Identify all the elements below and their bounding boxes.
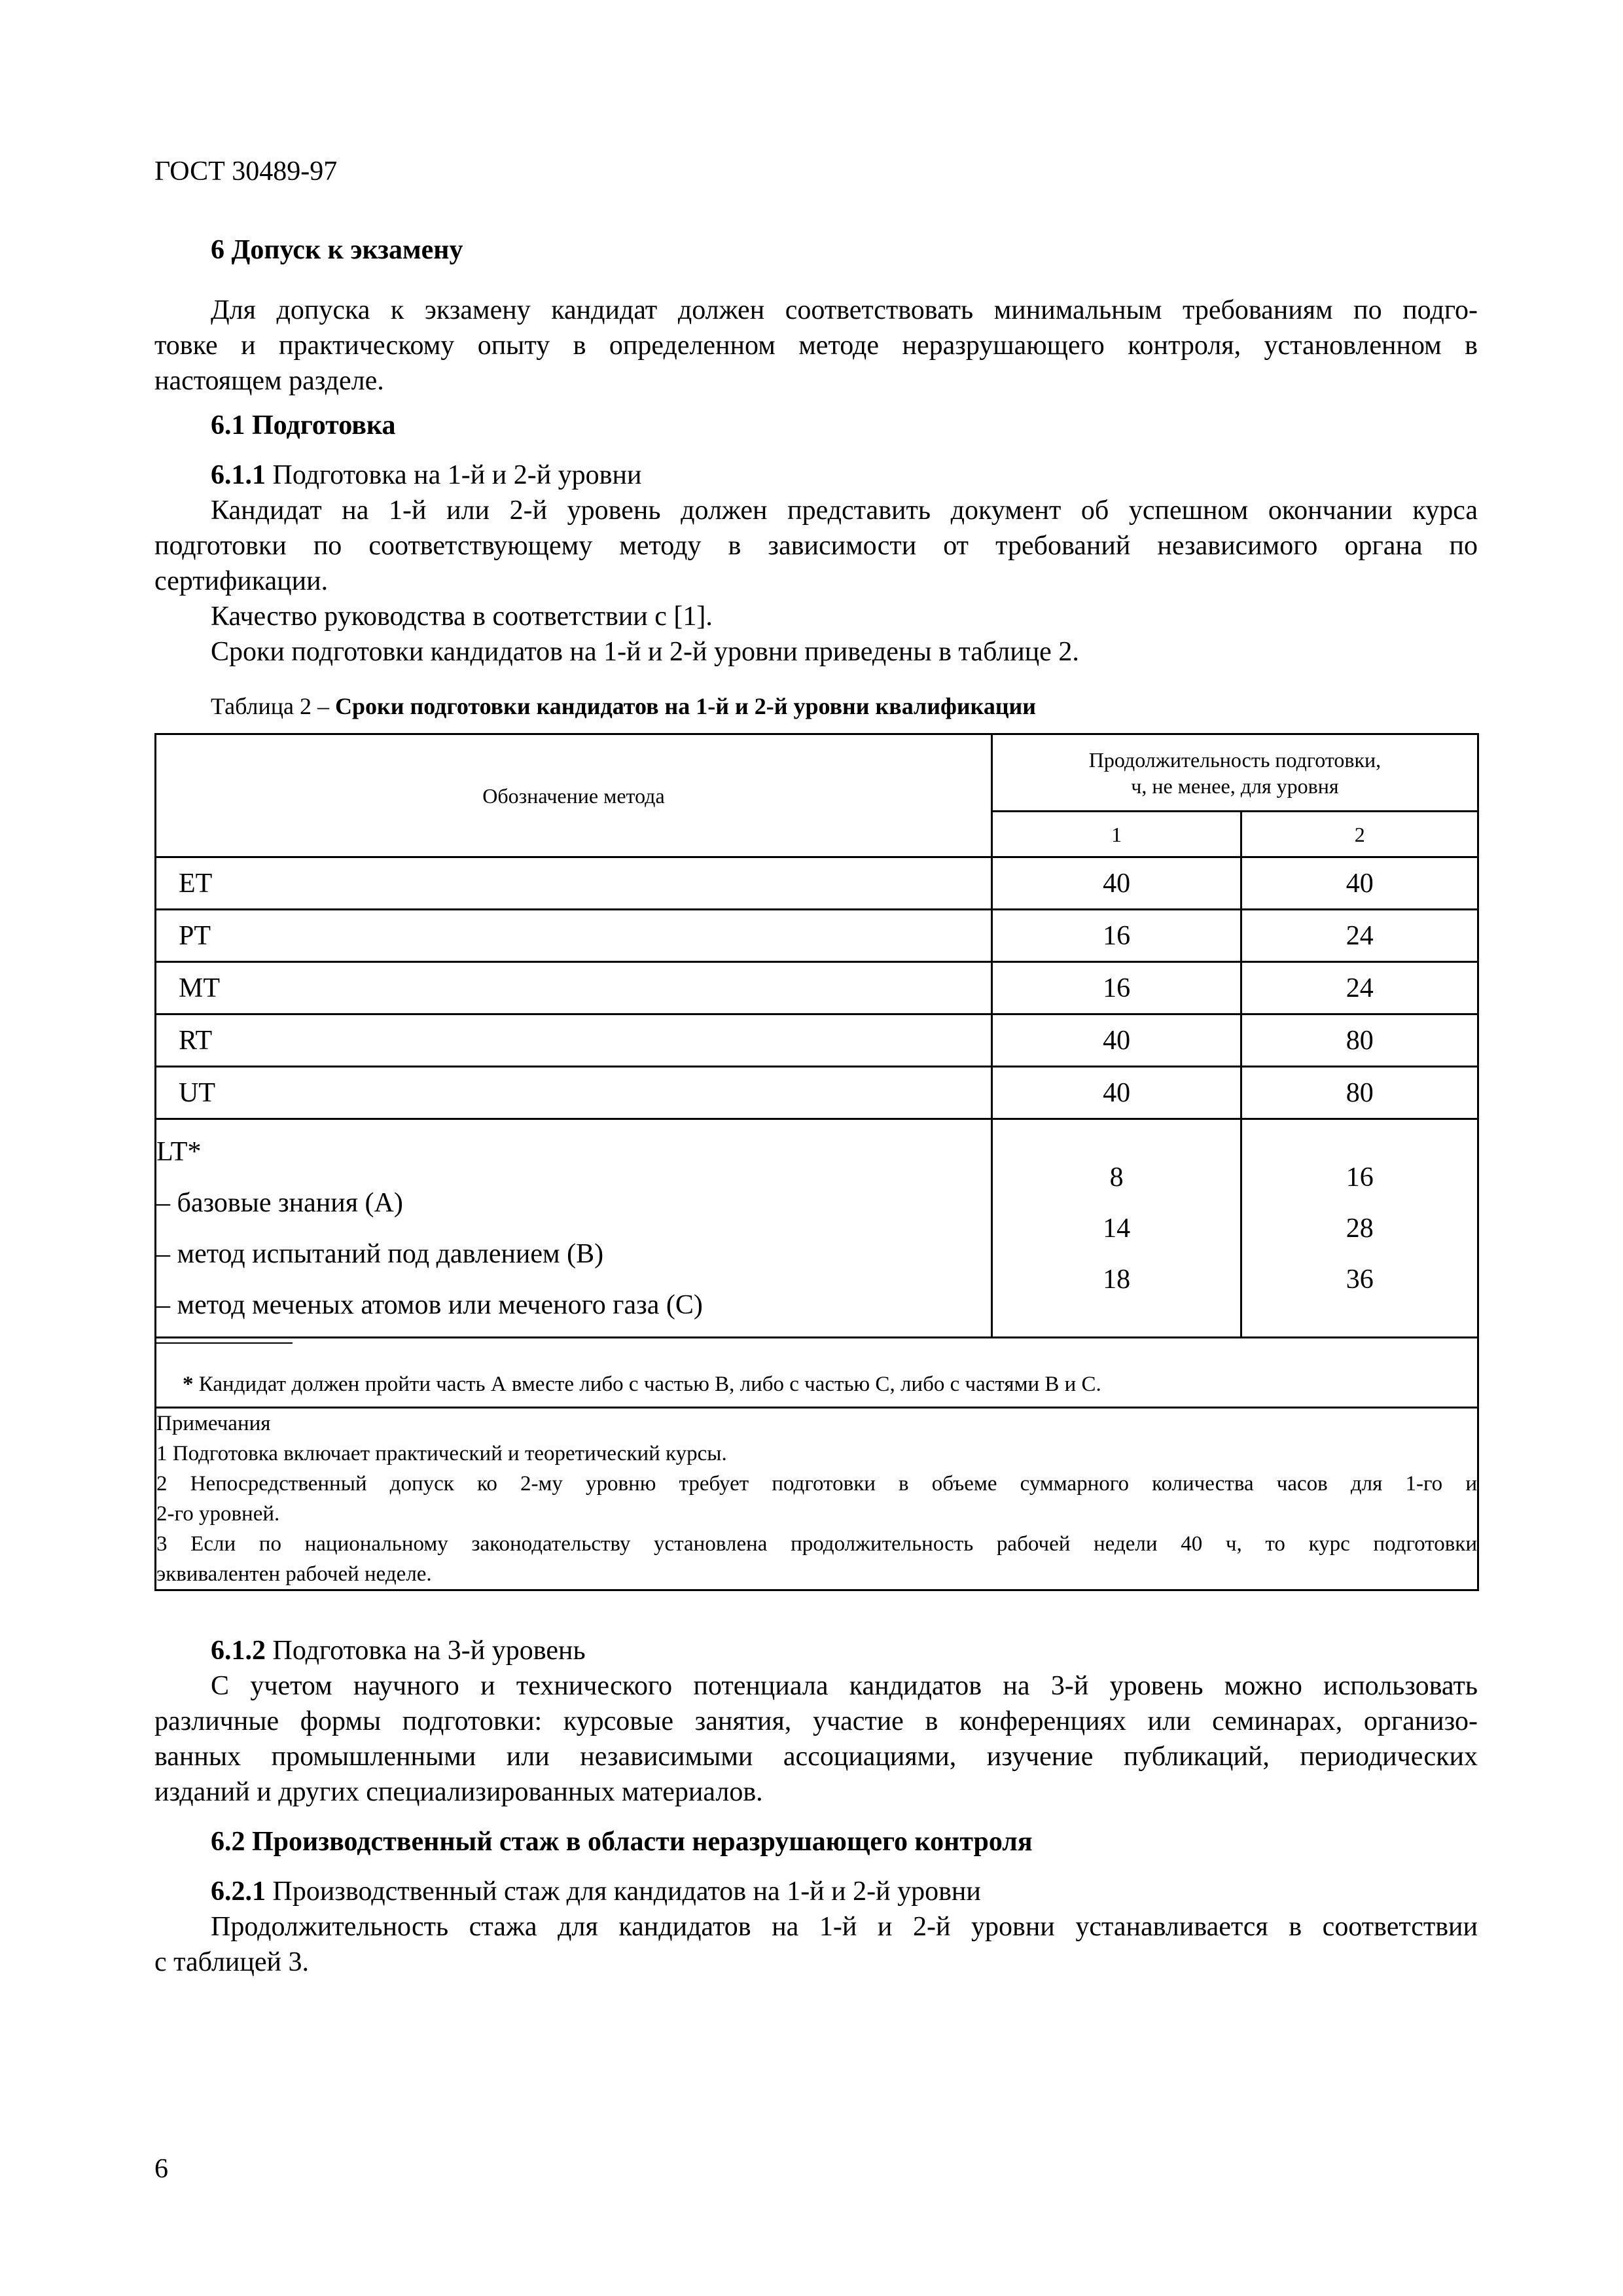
- paragraph-line: ванных промышленными или независимыми ассоциациями, изучение публикаций, периодических: [154, 1742, 1478, 1772]
- lt-part-l2: 36: [1346, 1264, 1374, 1295]
- paragraph-line: Продолжительность стажа для кандидатов на 1-й и 2-й уровни устанавливается в соответствии: [211, 1912, 1478, 1942]
- page-number: 6: [154, 2154, 168, 2184]
- level2-hours: 40: [1241, 857, 1478, 910]
- header-duration: [991, 734, 1478, 812]
- subsection-heading-6-1-2: [211, 1634, 586, 1668]
- subsection-title: Подготовка на 3-й уровень: [266, 1636, 586, 1666]
- lt-part-label: – базовые знания (А): [156, 1187, 403, 1218]
- paragraph-line: Кандидат на 1-й или 2-й уровень должен представить документ об успешном окончании курса: [211, 495, 1478, 526]
- table-notes-row: [156, 1408, 1478, 1590]
- lt-part-l2: 16: [1346, 1162, 1374, 1193]
- level1-hours: 16: [991, 910, 1241, 962]
- section-heading-6-1: 6.1 Подготовка: [211, 410, 396, 440]
- notes-title: Примечания: [156, 1412, 271, 1435]
- paragraph-line: подготовки по соответствующему методу в зависимости от требований независимого органа по: [154, 531, 1478, 561]
- header-duration-line: Продолжительность подготовки,: [1088, 747, 1382, 772]
- level1-hours: 40: [991, 1067, 1241, 1119]
- level2-hours: 24: [1241, 910, 1478, 962]
- table-footnote-row: [156, 1338, 1478, 1408]
- subsection-heading-6-2-1: [211, 1874, 981, 1909]
- lt-level1-hours: [991, 1119, 1241, 1338]
- paragraph-line: изданий и других специализированных материалов.: [154, 1777, 763, 1807]
- method-cell: UT: [156, 1067, 992, 1119]
- paragraph-line: Сроки подготовки кандидатов на 1-й и 2-й уровни приведены в таблице 2.: [211, 637, 1079, 667]
- lt-part-l2: 28: [1346, 1213, 1374, 1244]
- section-heading-6: 6 Допуск к экзамену: [211, 235, 463, 265]
- lt-part-label: – метод меченых атомов или меченого газа (С): [156, 1289, 703, 1320]
- table-row-lt: [156, 1119, 1478, 1338]
- lt-part-label: – метод испытаний под давлением (В): [156, 1238, 604, 1269]
- level2-hours: 24: [1241, 962, 1478, 1014]
- lt-part-l1: 8: [1109, 1162, 1124, 1193]
- document-code: ГОСТ 30489-97: [154, 156, 338, 187]
- header-level-1: 1: [991, 812, 1241, 857]
- lt-level2-hours: [1241, 1119, 1478, 1338]
- note-item: 2 Непосредственный допуск ко 2-му уровню требует подготовки в объеме суммарного количества часов для 1-го и: [156, 1472, 1477, 1496]
- level2-hours: 80: [1241, 1067, 1478, 1119]
- paragraph-line: Качество руководства в соответствии с [1].: [211, 601, 713, 632]
- table-row: [156, 910, 1478, 962]
- paragraph-line: Для допуска к экзамену кандидат должен соответствовать минимальным требованиям по подго-: [211, 295, 1478, 325]
- table-caption-prefix: Таблица 2 –: [211, 693, 335, 719]
- table-caption: [211, 692, 1036, 720]
- table-row: [156, 857, 1478, 910]
- paragraph-line: с таблицей 3.: [154, 1947, 310, 1977]
- table-caption-title: Сроки подготовки кандидатов на 1-й и 2-й уровни квалификации: [334, 693, 1037, 719]
- subsection-heading-6-1-1: [211, 458, 641, 492]
- level1-hours: 16: [991, 962, 1241, 1014]
- paragraph-line: различные формы подготовки: курсовые занятия, участие в конференциях или семинарах, организо-: [154, 1706, 1478, 1736]
- subsection-number: 6.2.1: [211, 1876, 266, 1907]
- section-heading-6-2: 6.2 Производственный стаж в области неразрушающего контроля: [211, 1827, 1033, 1857]
- method-cell: MT: [156, 962, 992, 1014]
- lt-method-label: LT*: [156, 1136, 202, 1167]
- header-method: Обозначение метода: [156, 734, 992, 857]
- paragraph-line: настоящем разделе.: [154, 366, 384, 396]
- table-notes: [156, 1408, 1478, 1590]
- table-row: [156, 1067, 1478, 1119]
- footnote-rule: [156, 1342, 293, 1344]
- table-row: [156, 1014, 1478, 1067]
- training-duration-table: [154, 733, 1479, 1591]
- subsection-number: 6.1.2: [211, 1636, 266, 1666]
- method-cell-lt: [156, 1119, 992, 1338]
- subsection-title: Производственный стаж для кандидатов на 1-й и 2-й уровни: [266, 1876, 981, 1907]
- note-item-continuation: 2-го уровней.: [156, 1502, 280, 1526]
- paragraph-line: товке и практическому опыту в определенном методе неразрушающего контроля, установленном в: [154, 331, 1478, 361]
- level1-hours: 40: [991, 857, 1241, 910]
- lt-part-l1: 18: [1103, 1264, 1131, 1295]
- method-cell: ET: [156, 857, 992, 910]
- table-row: [156, 962, 1478, 1014]
- level2-hours: 80: [1241, 1014, 1478, 1067]
- level1-hours: 40: [991, 1014, 1241, 1067]
- footnote-mark: *: [183, 1372, 194, 1396]
- method-cell: RT: [156, 1014, 992, 1067]
- paragraph-line: С учетом научного и технического потенциала кандидатов на 3-й уровень можно использовать: [211, 1671, 1478, 1701]
- footnote-body: Кандидат должен пройти часть А вместе либо с частью В, либо с частью С, либо с частями В и С.: [193, 1372, 1101, 1396]
- method-cell: PT: [156, 910, 992, 962]
- note-item: 1 Подготовка включает практический и теоретический курсы.: [156, 1442, 727, 1465]
- table-header-row: [156, 734, 1478, 812]
- table-footnote: [156, 1338, 1478, 1408]
- footnote-text: [183, 1372, 1101, 1397]
- note-item: 3 Если по национальному законодательству установлена продолжительность рабочей недели 40 ч, то курс подготовки: [156, 1532, 1477, 1556]
- paragraph-line: сертификации.: [154, 566, 329, 596]
- subsection-title: Подготовка на 1-й и 2-й уровни: [266, 460, 642, 490]
- header-duration-line: ч, не менее, для уровня: [1131, 774, 1339, 798]
- header-level-2: 2: [1241, 812, 1478, 857]
- lt-part-l1: 14: [1103, 1213, 1131, 1244]
- note-item-continuation: эквивалентен рабочей неделе.: [156, 1562, 432, 1586]
- subsection-number: 6.1.1: [211, 460, 266, 490]
